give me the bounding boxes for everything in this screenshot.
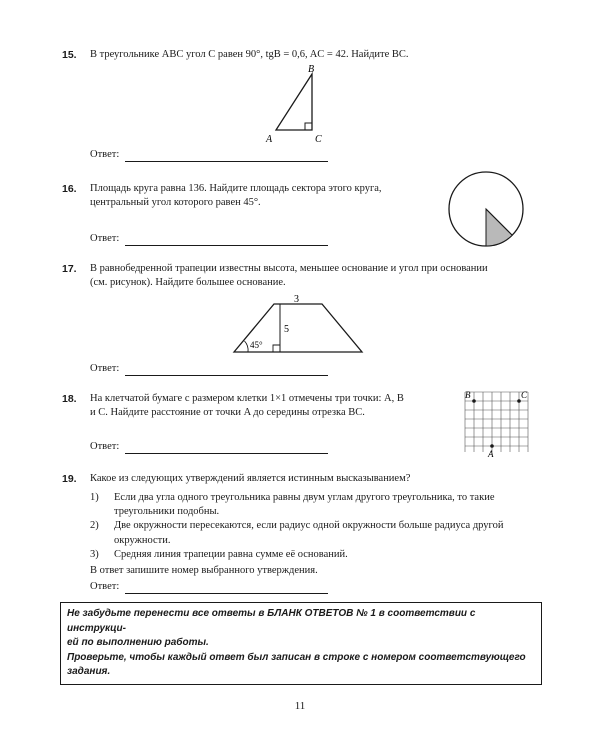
answer-row-18 [90,440,328,454]
question-17-line-2: (см. рисунок). Найдите большее основание. [90,277,286,289]
option-1 [90,491,540,519]
answer-row-19 [90,580,328,594]
option-number: 2) [90,520,99,532]
question-15-text: В треугольнике ABC угол C равен 90°, tgB = 0,6, AC = 42. Найдите BC. [90,49,409,60]
question-17-text [90,262,540,290]
answer-label: Ответ: [90,581,120,592]
option-2 [90,519,540,547]
option-number: 1) [90,492,99,503]
top-base-label: 3 [294,294,299,305]
question-16-text [90,182,440,210]
answer-row-15 [90,148,328,162]
answer-label: Ответ: [90,363,120,374]
options-list [90,491,540,562]
trapezoid-figure [228,292,368,358]
notice-line-4: задания. [67,666,111,677]
notice-line-2: ей по выполнению работы. [67,637,209,648]
question-18-text [90,392,450,420]
answer-field-19[interactable] [125,583,328,594]
answer-row-16 [90,232,328,246]
point-b-label: B [465,390,471,400]
question-18-number: 18. [62,393,77,405]
question-17-number: 17. [62,263,77,275]
point-a-label: A [488,449,494,459]
page-number: 11 [294,700,306,712]
question-16-line-2: центральный угол которого равен 45°. [90,197,261,209]
answer-row-17 [90,362,328,376]
answer-field-15[interactable] [125,151,328,162]
vertex-b-label: B [308,64,315,75]
question-16-number: 16. [62,183,77,195]
right-triangle-figure [260,62,330,144]
answer-label: Ответ: [90,233,120,244]
answer-label: Ответ: [90,441,120,452]
right-angle-mark [305,123,312,130]
shaded-sector [486,209,512,246]
question-18-line-1: На клетчатой бумаге с размером клетки 1×1 отмечены три точки: A, B [90,393,404,404]
question-19-text: Какое из следующих утверждений является истинным высказыванием? [90,473,411,484]
vertex-a-label: A [266,134,273,144]
answer-field-18[interactable] [125,443,328,454]
circle-sector-figure [446,168,526,252]
option-number: 3) [90,548,99,560]
notice-line-3: Проверьте, чтобы каждый ответ был записан в строке с номером соответствующего [67,651,526,663]
point-b [472,399,476,403]
question-19-number: 19. [62,473,77,485]
point-a [490,444,494,448]
triangle-abc [276,74,312,130]
question-19-instruction: В ответ запишите номер выбранного утверждения. [90,565,318,576]
option-text: Две окружности пересекаются, если радиус одной окружности больше радиуса другой окружности. [114,520,504,546]
question-17-line-1: В равнобедренной трапеции известны высота, меньшее основание и угол при основании [90,263,488,274]
option-text: Если два угла одного треугольника равны двум углам другого треугольника, то такие треугольники подобны. [114,492,495,518]
answer-field-16[interactable] [125,235,328,246]
point-c-label: C [521,390,528,400]
grid-points-figure [455,384,535,460]
option-text: Средняя линия трапеции равна сумме её оснований. [114,548,348,560]
vertex-c-label: C [315,134,322,144]
notice-box [60,602,542,685]
notice-line-1: Не забудьте перенести все ответы в БЛАНК ОТВЕТОВ № 1 в соответствии с инструкци- [67,608,476,634]
angle-arc [245,341,249,352]
question-15-number: 15. [62,49,77,61]
height-label: 5 [284,324,289,335]
answer-field-17[interactable] [125,365,328,376]
right-angle-mark [273,345,280,352]
answer-label: Ответ: [90,149,120,160]
option-3 [90,548,540,562]
question-16-line-1: Площадь круга равна 136. Найдите площадь сектора этого круга, [90,183,382,194]
question-18-line-2: и C. Найдите расстояние от точки A до середины отрезка BC. [90,407,365,419]
angle-label: 45° [250,340,263,350]
